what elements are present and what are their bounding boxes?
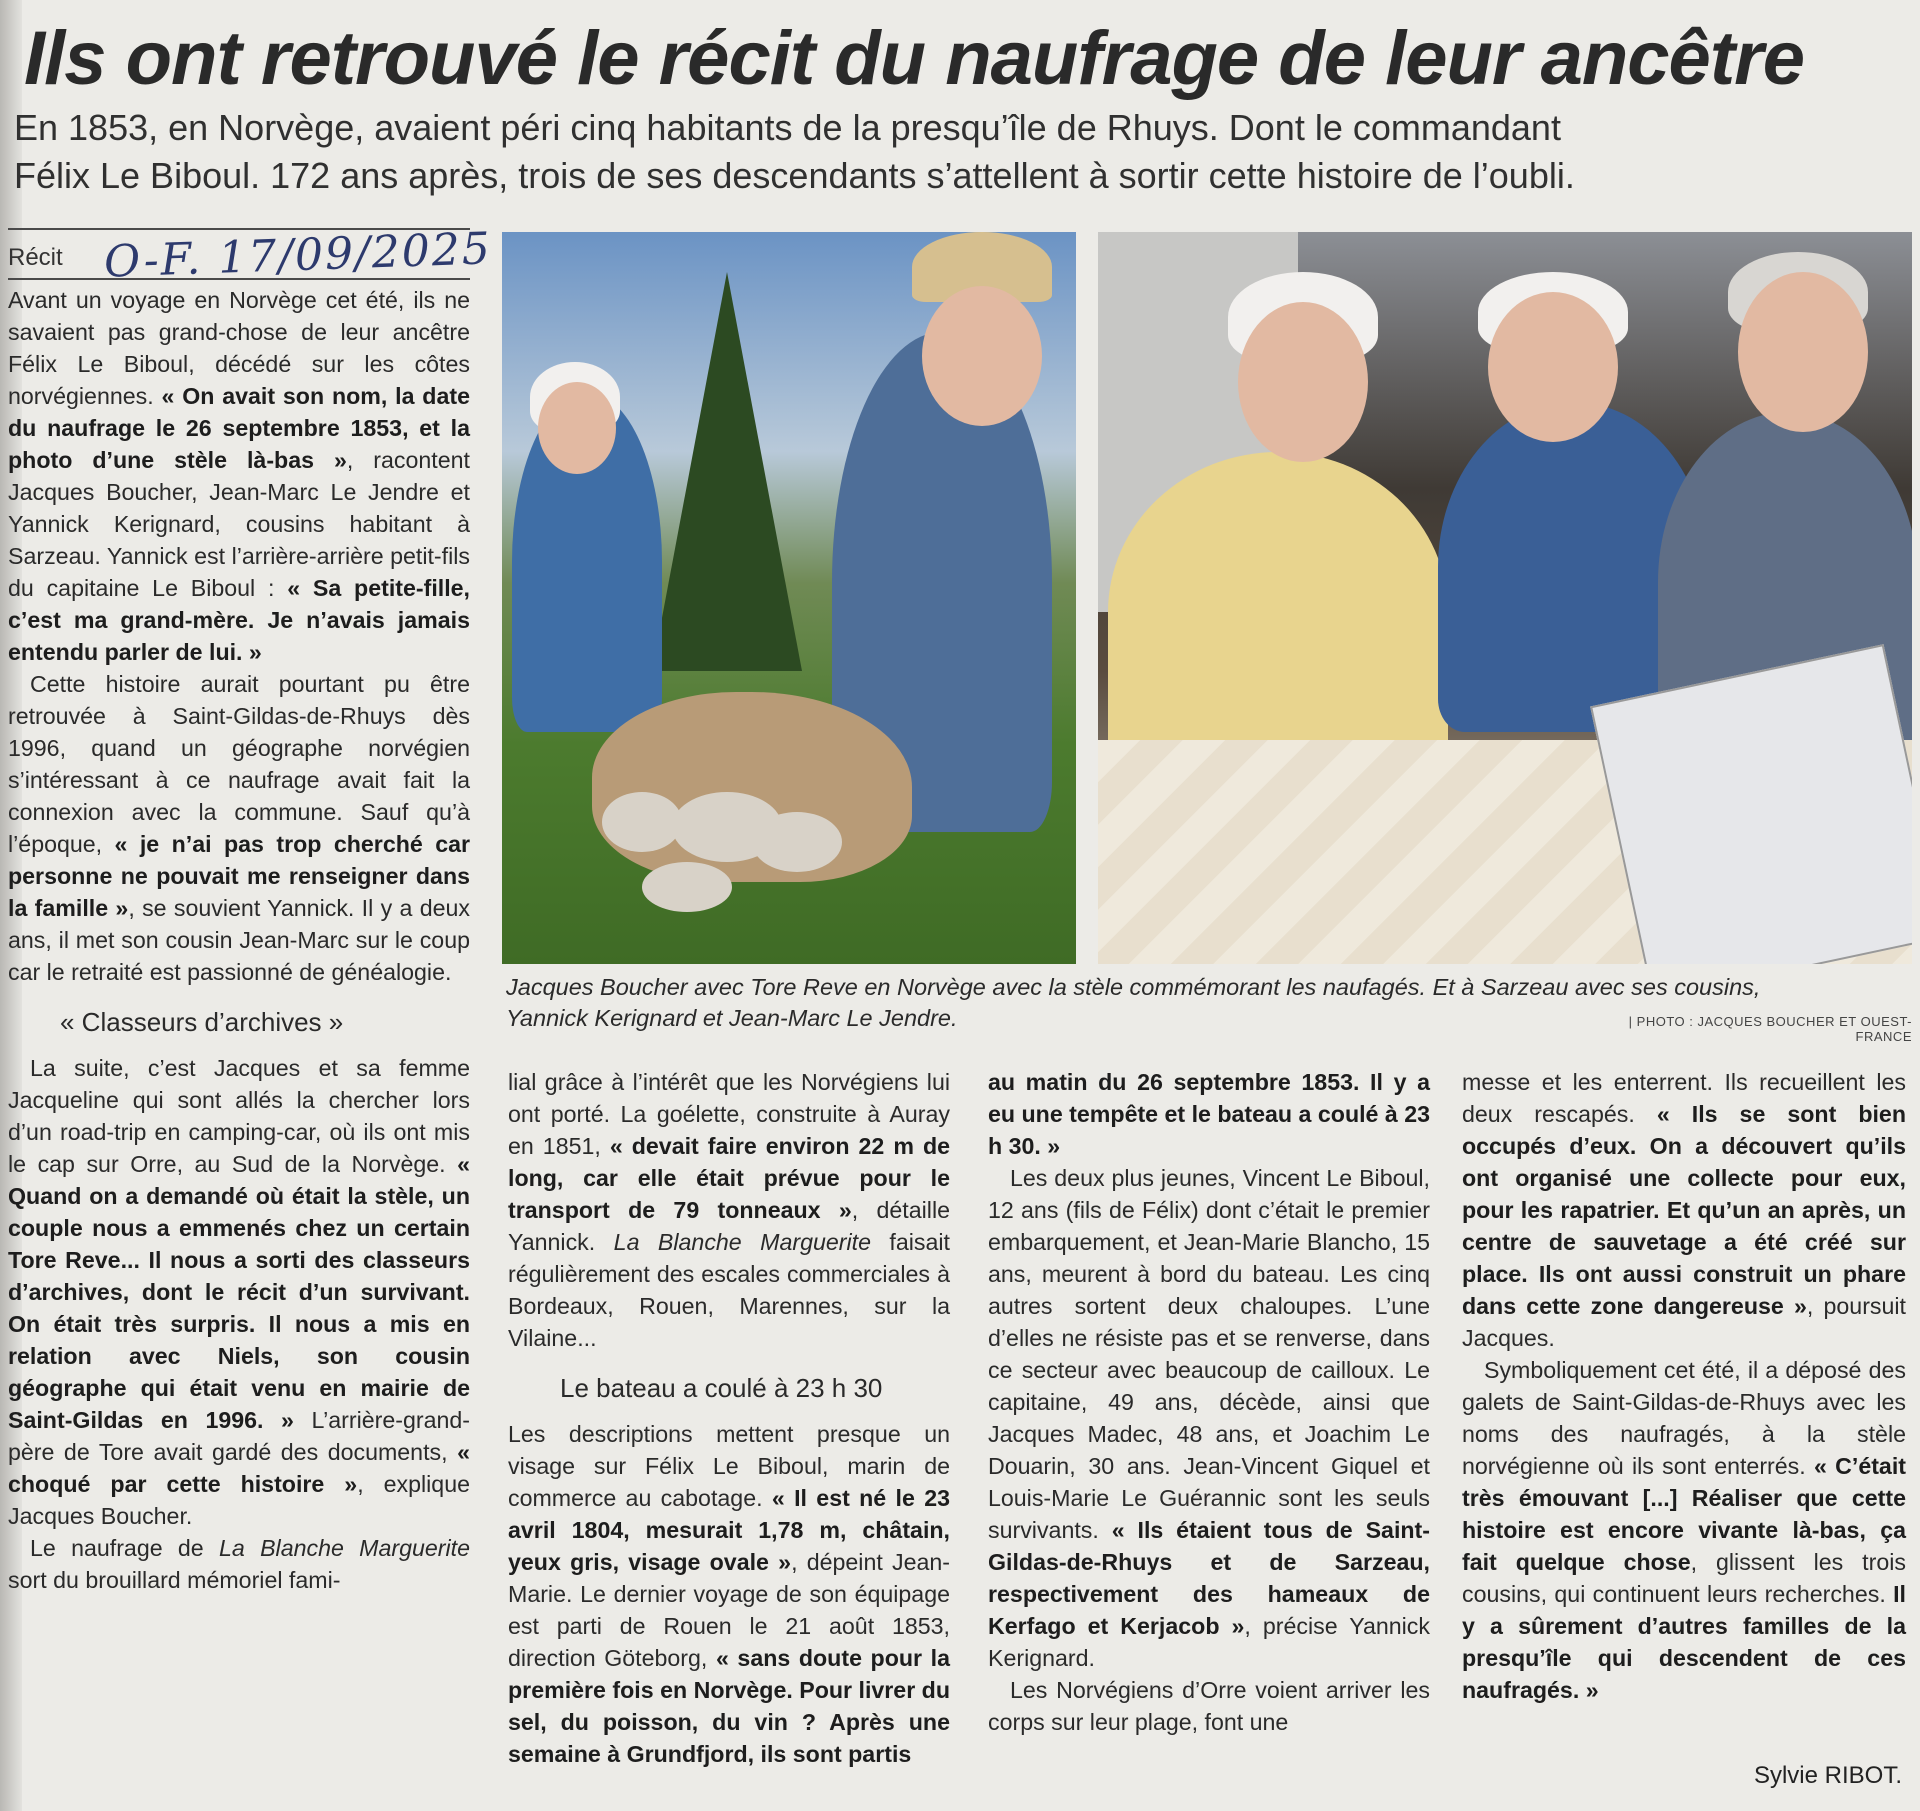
caption-line-1: Jacques Boucher avec Tore Reve en Norvège avec la stèle commémorant les naufagés. Et à Sarzeau avec ses cousins, — [506, 974, 1761, 1000]
column-1 — [8, 284, 470, 1596]
tree-shape — [652, 272, 802, 692]
subhead-line-1: En 1853, en Norvège, avaient péri cinq habitants de la presqu’île de Rhuys. Dont le commandant — [14, 107, 1561, 148]
paragraph: Cette histoire aurait pourtant pu être retrouvée à Saint-Gildas-de-Rhuys dès 1996, quand un géographe norvégien s’intéressant à ce naufrage avait fait la connexion avec la commune. Sauf qu’à l’époque, « je n’ai pas trop cherché car personne ne pouvait me renseigner dans la famille », se souvient Yannick. Il y a deux ans, il met son cousin Jean-Marc sur le coup car le retraité est passionné de généalogie. — [8, 671, 471, 985]
person-yellow-shirt — [1108, 452, 1448, 772]
paragraph: Le naufrage de La Blanche Marguerite sort du brouillard mémoriel fami- — [8, 1535, 470, 1593]
paragraph: Avant un voyage en Norvège cet été, ils ne savaient pas grand-chose de leur ancêtre Félix Le Biboul, décédé sur les côtes norvégiennes. « On avait son nom, la date du naufrage le 26 septembre 1853, et la photo d’une stèle là-bas », racontent Jacques Boucher, Jean-Marc Le Jendre et Yannick Kerignard, cousins habitant à Sarzeau. Yannick est l’arrière-arrière petit-fils du capitaine Le Biboul : « Sa petite-fille, c’est ma grand-mère. Je n’avais jamais entendu parler de lui. » — [8, 287, 470, 665]
rubric-label: Récit — [8, 244, 63, 271]
subtitle-bateau: Le bateau a coulé à 23 h 30 — [560, 1373, 883, 1403]
pebble — [752, 812, 842, 872]
paragraph: au matin du 26 septembre 1853. Il y a eu une tempête et le bateau a coulé à 23 h 30. » — [988, 1069, 1431, 1159]
photo-credit: | PHOTO : JACQUES BOUCHER ET OUEST-FRANCE — [1628, 1014, 1912, 1044]
subtitle-archives: « Classeurs d’archives » — [60, 1007, 344, 1037]
pebble — [642, 862, 732, 912]
headline: Ils ont retrouvé le récit du naufrage de leur ancêtre — [24, 16, 1804, 101]
column-2 — [508, 1066, 950, 1770]
photo-norway-stele — [502, 232, 1076, 964]
paragraph: Les deux plus jeunes, Vincent Le Biboul, 12 ans (fils de Félix) dont c’était le premier embarquement, et Jean-Marie Blancho, 15 ans, meurent à bord du bateau. Les cinq autres sortent deux chaloupes. L’une d’elles ne résiste pas et se renverse, dans ce secteur avec beaucoup de cailloux. Le capitaine, 49 ans, décède, ainsi que Jacques Madec, 48 ans, et Joachim Le Douarin, 30 ans. Jean-Vincent Giquel et Louis-Marie Le Guérannic sont les seuls survivants. « Ils étaient tous de Saint-Gildas-de-Rhuys et de Sarzeau, respectivement des hameaux de Kerfago et Kerjacob », précise Yannick Kerignard. — [988, 1165, 1430, 1671]
person-face — [1238, 302, 1368, 462]
paragraph: Les Norvégiens d’Orre voient arriver les corps sur leur plage, font une — [988, 1677, 1430, 1735]
paragraph: Les descriptions mettent presque un visage sur Félix Le Biboul, marin de commerce au cabotage. « Il est né le 23 avril 1804, mesurait 1,78 m, châtain, yeux gris, visage ovale », dépeint Jean-Marie. Le dernier voyage de son équipage est parti de Rouen le 21 août 1853, direction Göteborg, « sans doute pour la première fois en Norvège. Pour livrer du sel, du poisson, du vin ? Après une semaine à Grundfjord, ils sont partis — [508, 1421, 951, 1767]
paragraph: messe et les enterrent. Ils recueillent les deux rescapés. « Ils se sont bien occupés d’eux. On a découvert qu’ils ont organisé une collecte pour eux, pour les rapatrier. Et qu’un an après, un centre de sauvetage a été créé sur place. Ils ont aussi construit un phare dans cette zone dangereuse », poursuit Jacques. — [1462, 1069, 1906, 1351]
paragraph: lial grâce à l’intérêt que les Norvégiens lui ont porté. La goélette, construite à Auray en 1851, « devait faire environ 22 m de long, car elle était prévue pour le transport de 79 tonneaux », détaille Yannick. La Blanche Marguerite faisait régulièrement des escales commerciales à Bordeaux, Rouen, Marennes, sur la Vilaine... — [508, 1069, 951, 1351]
person-face — [538, 382, 616, 474]
author-signature: Sylvie RIBOT. — [1753, 1762, 1902, 1789]
person-face — [922, 286, 1042, 426]
column-4 — [1462, 1066, 1906, 1706]
person-face — [1738, 272, 1868, 432]
paragraph: Symboliquement cet été, il a déposé des galets de Saint-Gildas-de-Rhuys avec les noms des naufragés, à la stèle norvégienne où ils sont enterrés. « C’était très émouvant [...] Réaliser que cette histoire est encore vivante là-bas, ça fait quelque chose, glissent les trois cousins, qui continuent leurs recherches. Il y a sûrement d’autres familles de la presqu’île qui descendent de ces naufragés. » — [1462, 1357, 1906, 1703]
handwritten-note: O-F. 17/09/2025 — [103, 223, 493, 288]
paragraph: La suite, c’est Jacques et sa femme Jacqueline qui sont allés la chercher lors d’un road-trip en camping-car, où ils ont mis le cap sur Orre, au Sud de la Norvège. « Quand on a demandé où était la stèle, un couple nous a emmenés chez un certain Tore Reve... Il nous a sorti des classeurs d’archives, dont le récit d’un survivant. On était très surpris. Il nous a mis en relation avec Niels, son cousin géographe qui était venu en mairie de Saint-Gildas en 1996. » L’arrière-grand-père de Tore avait gardé des documents, « choqué par cette histoire », explique Jacques Boucher. — [8, 1055, 470, 1529]
caption-line-2: Yannick Kerignard et Jean-Marc Le Jendre. — [506, 1005, 958, 1031]
rubric-box — [8, 223, 493, 288]
subheadline — [14, 104, 1894, 200]
column-3 — [988, 1066, 1430, 1738]
photo-sarzeau-cousins — [1098, 232, 1912, 964]
subhead-line-2: Félix Le Biboul. 172 ans après, trois de ses descendants s’attellent à sortir cette histoire de l’oubli. — [14, 155, 1575, 196]
pebble — [602, 792, 682, 852]
person-face — [1488, 292, 1618, 442]
